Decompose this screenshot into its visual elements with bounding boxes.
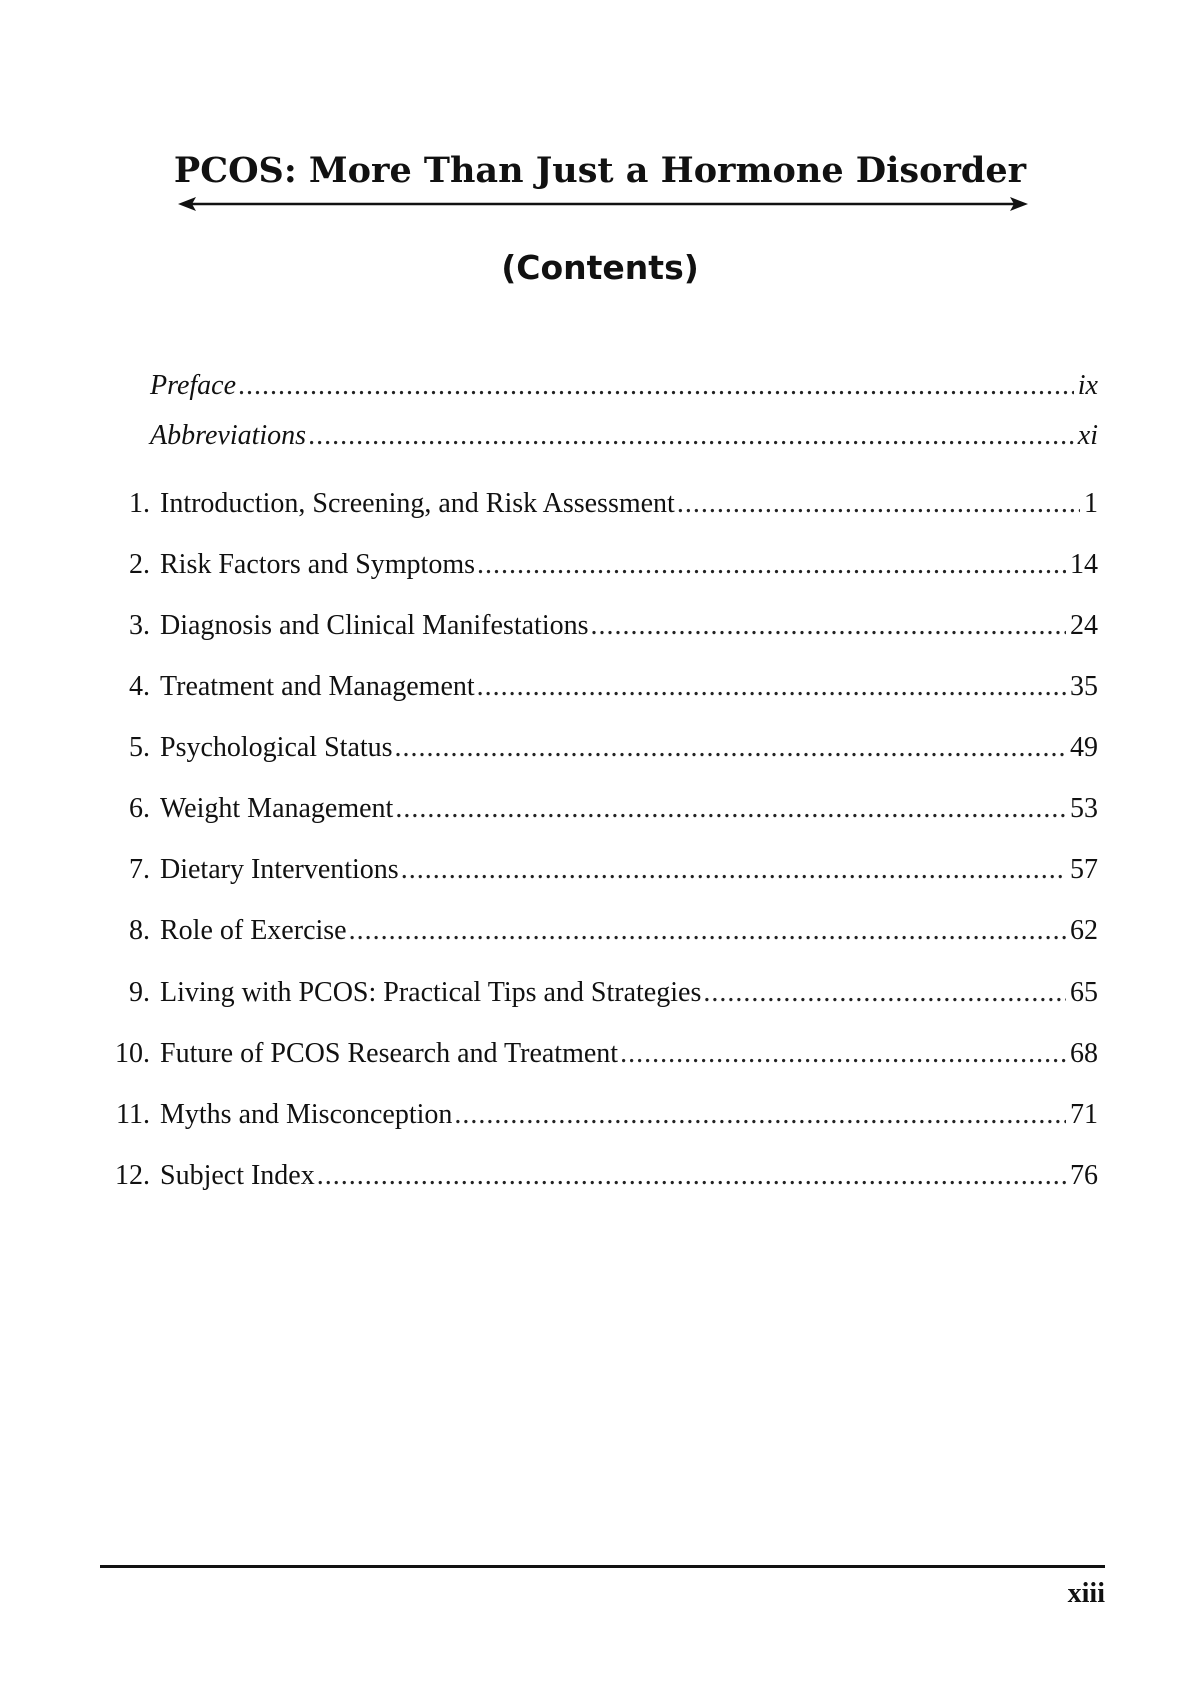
toc-entry-abbreviations[interactable]: [100, 416, 1098, 456]
toc-entry-title: Psychological Status: [160, 732, 393, 763]
toc-page-number: 1: [1084, 488, 1098, 519]
dot-leader: [620, 1034, 1066, 1074]
toc-entry-title: Risk Factors and Symptoms: [160, 549, 476, 580]
toc-entry-chapter-1[interactable]: [100, 484, 1098, 524]
toc-page-number: ix: [1077, 370, 1098, 401]
toc-chapter-number: 2.: [129, 549, 150, 580]
toc-page-number: 24: [1070, 610, 1098, 641]
toc-entry-title: Treatment and Management: [160, 671, 475, 702]
dot-leader: [477, 545, 1066, 585]
toc-entry-chapter-6[interactable]: [100, 789, 1098, 829]
page-number-folio: xiii: [1067, 1578, 1105, 1609]
toc-entry-chapter-11[interactable]: [100, 1095, 1098, 1135]
table-of-contents: [100, 0, 1098, 1700]
dot-leader: [703, 973, 1066, 1013]
toc-entry-chapter-2[interactable]: [100, 545, 1098, 585]
toc-chapter-number: 8.: [129, 915, 150, 946]
toc-page-number: 35: [1070, 671, 1098, 702]
dot-leader: [591, 606, 1067, 646]
dot-leader: [401, 850, 1066, 890]
toc-entry-chapter-4[interactable]: [100, 667, 1098, 707]
toc-page-number: 62: [1070, 915, 1098, 946]
dot-leader: [317, 1156, 1066, 1196]
toc-entry-title: Role of Exercise: [160, 915, 347, 946]
toc-chapter-number: 11.: [116, 1099, 150, 1130]
toc-chapter-number: 3.: [129, 610, 150, 641]
dot-leader: [395, 728, 1066, 768]
toc-entry-title: Abbreviations: [150, 420, 307, 451]
toc-entry-title: Living with PCOS: Practical Tips and Strategies: [160, 977, 702, 1008]
toc-entry-title: Future of PCOS Research and Treatment: [160, 1038, 619, 1069]
toc-page-number: 76: [1070, 1160, 1098, 1191]
toc-entry-title: Diagnosis and Clinical Manifestations: [160, 610, 589, 641]
toc-page-number: 14: [1070, 549, 1098, 580]
toc-page-number: xi: [1077, 420, 1098, 451]
toc-entry-chapter-9[interactable]: [100, 973, 1098, 1013]
toc-page-number: 71: [1070, 1099, 1098, 1130]
toc-entry-chapter-7[interactable]: [100, 850, 1098, 890]
dot-leader: [477, 667, 1066, 707]
toc-chapter-number: 10.: [115, 1038, 150, 1069]
toc-entry-preface[interactable]: [100, 366, 1098, 406]
toc-page-number: 57: [1070, 854, 1098, 885]
toc-chapter-number: 5.: [129, 732, 150, 763]
toc-chapter-number: 1.: [129, 488, 150, 519]
toc-entry-title: Dietary Interventions: [160, 854, 399, 885]
dot-leader: [677, 484, 1080, 524]
toc-entry-title: Preface: [150, 370, 237, 401]
dot-leader: [454, 1095, 1066, 1135]
toc-chapter-number: 6.: [129, 793, 150, 824]
dot-leader: [238, 366, 1074, 406]
dot-leader: [308, 416, 1074, 456]
toc-entry-title: Introduction, Screening, and Risk Assessment: [160, 488, 675, 519]
toc-chapter-number: 7.: [129, 854, 150, 885]
dot-leader: [395, 789, 1066, 829]
toc-entry-chapter-12[interactable]: [100, 1156, 1098, 1196]
toc-entry-chapter-8[interactable]: [100, 911, 1098, 951]
book-title: PCOS: More Than Just a Hormone Disorder: [173, 150, 1027, 191]
toc-entry-chapter-5[interactable]: [100, 728, 1098, 768]
toc-page-number: 68: [1070, 1038, 1098, 1069]
toc-entry-title: Subject Index: [160, 1160, 315, 1191]
dot-leader: [349, 911, 1066, 951]
toc-chapter-number: 4.: [129, 671, 150, 702]
toc-page-number: 65: [1070, 977, 1098, 1008]
toc-entry-chapter-3[interactable]: [100, 606, 1098, 646]
toc-entry-chapter-10[interactable]: [100, 1034, 1098, 1074]
toc-chapter-number: 9.: [129, 977, 150, 1008]
toc-chapter-number: 12.: [115, 1160, 150, 1191]
toc-page-number: 53: [1070, 793, 1098, 824]
toc-page-number: 49: [1070, 732, 1098, 763]
toc-entry-title: Myths and Misconception: [160, 1099, 453, 1130]
footer-rule: [100, 1565, 1105, 1568]
toc-entry-title: Weight Management: [160, 793, 394, 824]
contents-heading: (Contents): [501, 248, 699, 287]
